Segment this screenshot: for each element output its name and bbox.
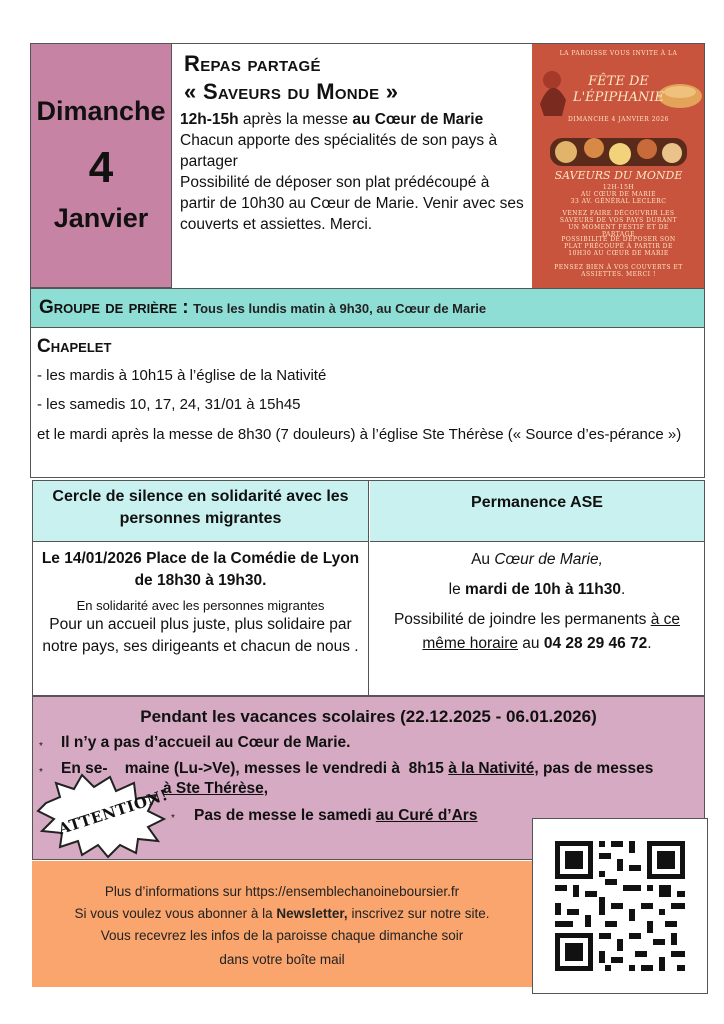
event-time: 12h-15h <box>180 111 239 128</box>
event-day: 4 <box>88 143 114 192</box>
info-columns <box>32 480 705 696</box>
event-time-place <box>180 109 524 130</box>
ase-place: Cœur de Marie, <box>494 551 603 568</box>
footer-line2 <box>32 903 532 925</box>
bullet-icon: * <box>171 813 175 824</box>
event-time-suffix: après la messe <box>238 111 353 128</box>
holidays-heading: Pendant les vacances scolaires (22.12.2025 - 06.01.2026) <box>140 707 597 726</box>
holidays-item2-underlined: à la Nativité, <box>448 760 539 777</box>
event-place: au Cœur de Marie <box>352 111 484 128</box>
prayer-text: Tous les lundis matin à 9h30, au Cœur de Marie <box>193 301 487 316</box>
event-description <box>172 43 532 288</box>
poster-title2: L'ÉPIPHANIE <box>572 90 665 105</box>
attention-text: ATTENTION! <box>56 785 171 839</box>
ase-le: le <box>448 581 466 598</box>
poster-place2: 33 AV. GÉNÉRAL LECLERC <box>570 198 667 205</box>
holidays-item2-c: à Ste Thérèse, <box>163 780 269 797</box>
event-month: Janvier <box>53 203 149 233</box>
silence-body <box>33 542 368 664</box>
qr-code[interactable] <box>532 818 708 994</box>
footer-line4: dans votre boîte mail <box>219 952 345 967</box>
footer-info <box>32 861 532 987</box>
ase-join-underlined: à ce même horaire <box>422 611 681 652</box>
holidays-item2-a: En se- maine (Lu->Ve), messes le vendredi à 8h15 <box>61 760 449 777</box>
event-weekday: Dimanche <box>36 96 166 126</box>
footer-newsletter: Newsletter, <box>276 906 348 921</box>
poster-text1: VENEZ FAIRE DÉCOUVRIR LES SAVEURS DE VOS PAYS DURANT UN MOMENT FESTIF ET DE PARTAGE <box>559 210 678 238</box>
dish-icon <box>555 141 577 163</box>
chapelet-heading: Chapelet <box>37 336 112 357</box>
silence-when: Le 14/01/2026 Place de la Comédie de Lyon de 18h30 à 19h30. <box>41 550 360 589</box>
attention-badge <box>36 773 171 859</box>
bullet-icon: * <box>39 741 43 752</box>
holidays-item3-a: Pas de messe le samedi <box>194 807 376 824</box>
poster-time: 12H-15H <box>602 184 635 191</box>
footer-line1: Plus d’informations sur https://ensemblechanoineboursier.fr <box>104 884 460 899</box>
footer-line2-a: Si vous voulez vous abonner à la <box>74 906 277 921</box>
silence-circle-column <box>33 481 369 695</box>
footer-line3: Vous recevrez les infos de la paroisse chaque dimanche soir <box>100 928 464 943</box>
holidays-item3 <box>194 806 477 826</box>
poster-invite: LA PAROISSE VOUS INVITE À LA <box>559 50 678 57</box>
ase-heading: Permanence ASE <box>370 481 704 542</box>
chapelet-line3: et le mardi après la messe de 8h30 (7 douleurs) à l’église Ste Thérèse (« Source d’es-pérance ») <box>37 426 682 443</box>
silence-text: Pour un accueil plus juste, plus solidaire par notre pays, ses dirigeants et chacun de nous . <box>42 616 359 655</box>
silence-small: En solidarité avec les personnes migrantes <box>76 598 325 613</box>
chapelet-line1: - les mardis à 10h15 à l’église de la Nativité <box>37 367 327 384</box>
event-line3: Possibilité de déposer son plat prédécoupé à partir de 10h30 au Cœur de Marie. Venir avec ses couverts et assiettes. Merci. <box>180 174 524 233</box>
chapelet-line2: - les samedis 10, 17, 24, 31/01 à 15h45 <box>37 396 301 413</box>
footer-line2-c: inscrivez sur notre site. <box>347 906 490 921</box>
silence-heading: Cercle de silence en solidarité avec les personnes migrantes <box>33 481 368 542</box>
poster-text2: POSSIBILITÉ DE DÉPOSER SON PLAT PRÉCOUPÉ À PARTIR DE 10H30 AU CŒUR DE MARIE <box>561 236 676 257</box>
ase-body <box>370 542 704 662</box>
prayer-group-bar <box>30 288 705 328</box>
poster-subtitle: SAVEURS DU MONDE <box>554 169 683 182</box>
holidays-item2-b: pas de messes <box>538 760 654 777</box>
event-poster <box>532 43 705 288</box>
ase-join1: Possibilité de joindre les permanents <box>393 611 651 628</box>
chapelet-section <box>30 328 705 478</box>
ase-column <box>370 481 704 695</box>
ase-dot: . <box>621 581 626 598</box>
holidays-item3-underlined: au Curé d’Ars <box>375 807 478 824</box>
event-title-line1: Repas partagé <box>184 51 321 76</box>
poster-place1: AU CŒUR DE MARIE <box>580 191 657 198</box>
event-title-line2: « Saveurs du Monde » <box>184 79 399 104</box>
ase-dot2: . <box>647 635 652 652</box>
poster-title1: FÊTE DE <box>588 74 649 89</box>
event-line2: Chacun apporte des spécialités de son pays à partager <box>180 132 498 170</box>
poster-date: DIMANCHE 4 JANVIER 2026 <box>567 116 669 123</box>
bullet-icon: * <box>39 767 43 778</box>
ase-join2: au <box>518 635 544 652</box>
ase-when: mardi de 10h à 11h30 <box>465 581 621 598</box>
event-date-box <box>30 43 172 288</box>
event-section <box>30 43 705 288</box>
qr-code-icon <box>533 819 707 993</box>
poster-text3: PENSEZ BIEN À VOS COUVERTS ET ASSIETTES. MERCI ! <box>554 264 683 278</box>
ase-at: Au <box>471 551 495 568</box>
prayer-heading: Groupe de prière : <box>39 297 189 318</box>
ase-phone: 04 28 29 46 72 <box>543 635 648 652</box>
holidays-item1: Il n’y a pas d’accueil au Cœur de Marie. <box>61 734 351 751</box>
